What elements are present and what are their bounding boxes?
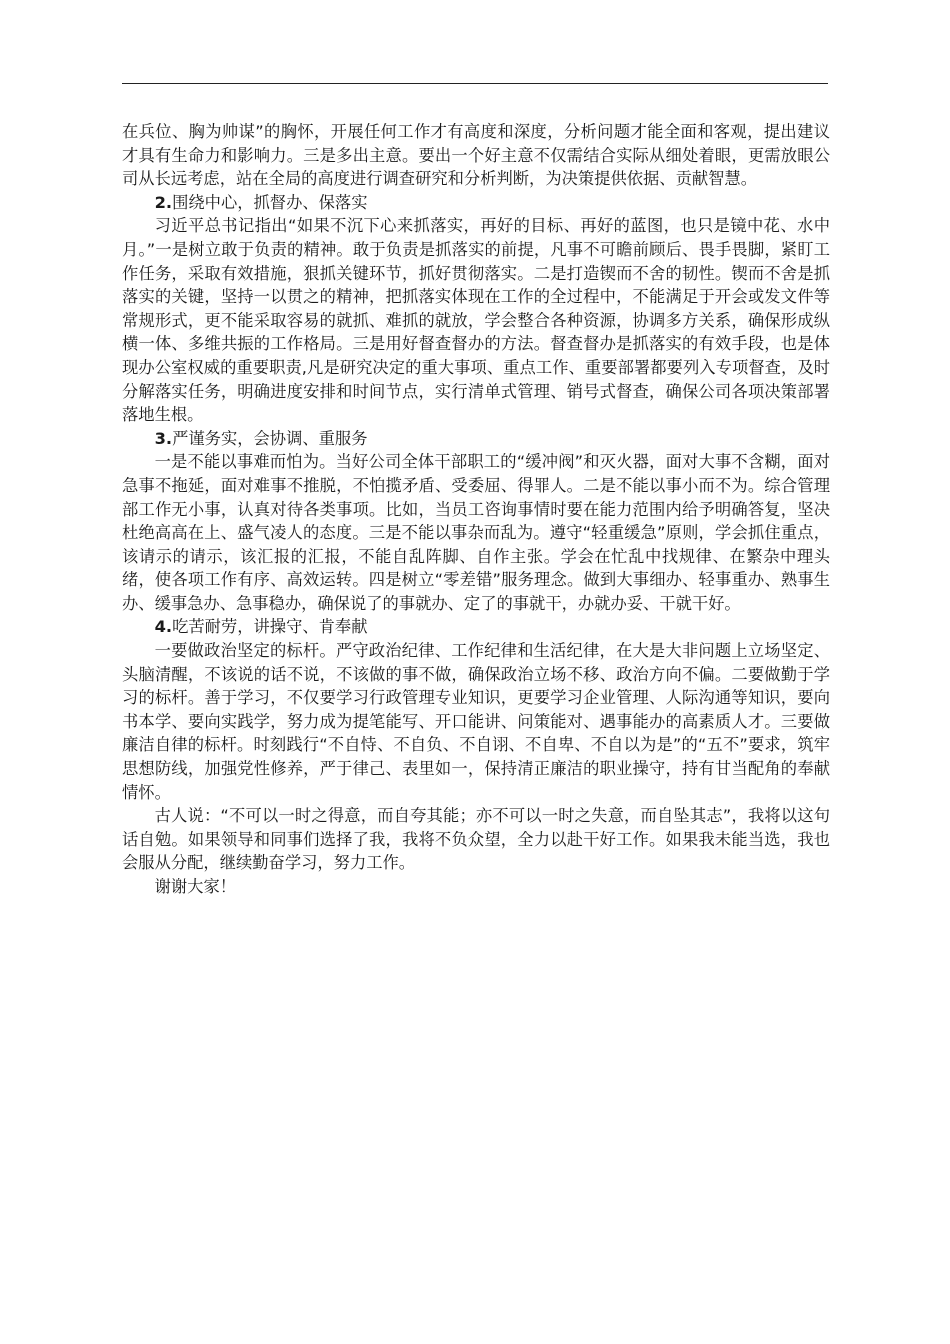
paragraph-section-3: 一是不能以事难而怕为。当好公司全体干部职工的“缓冲阀”和灭火器，面对大事不含糊，面对急事不拖延，面对难事不推脱，不怕揽矛盾、受委屈、得罪人。二是不能以事小而不为。综合管理部工作无小事，认真对待各类事项。比如，当员工咨询事情时要在能力范围内给予明确答复，坚决杜绝高高在上、盛气凌人的态度。三是不能以事杂而乱为。遵守“轻重缓急”原则，学会抓住重点，该请示的请示，该汇报的汇报，不能自乱阵脚、自作主张。学会在忙乱中找规律、在繁杂中理头绪，使各项工作有序、高效运转。四是树立“零差错”服务理念。做到大事细办、轻事重办、熟事生办、缓事急办、急事稳办，确保说了的事就办、定了的事就干，办就办妥、干就干好。 [122, 452, 830, 613]
paragraph-closing: 古人说：“不可以一时之得意，而自夸其能；亦不可以一时之失意，而自坠其志”，我将以这句话自勉。如果领导和同事们选择了我，我将不负众望，全力以赴干好工作。如果我未能当选，我也会服从分配，继续勤奋学习，努力工作。 [122, 806, 830, 873]
section-number: 3. [154, 428, 173, 448]
section-heading-4 [122, 615, 830, 639]
paragraph-continuation: 在兵位、胸为帅谋”的胸怀，开展任何工作才有高度和深度，分析问题才能全面和客观，提出建议才具有生命力和影响力。三是多出主意。要出一个好主意不仅需结合实际从细处着眼，更需放眼公司从长远考虑，站在全局的高度进行调查研究和分析判断，为决策提供依据、贡献智慧。 [122, 122, 830, 189]
section-heading-text: 围绕中心，抓督办、保落实 [172, 192, 368, 212]
document-body [122, 120, 830, 899]
header-rule [122, 83, 828, 84]
section-heading-2 [122, 191, 830, 215]
paragraph-section-2: 习近平总书记指出“如果不沉下心来抓落实，再好的目标、再好的蓝图，也只是镜中花、水中月。”一是树立敢于负责的精神。敢于负责是抓落实的前提，凡事不可瞻前顾后、畏手畏脚，紧盯工作任务，采取有效措施，狠抓关键环节，抓好贯彻落实。二是打造锲而不舍的韧性。锲而不舍是抓落实的关键，坚持一以贯之的精神，把抓落实体现在工作的全过程中，不能满足于开会或发文件等常规形式，更不能采取容易的就抓、难抓的就放，学会整合各种资源，协调多方关系，确保形成纵横一体、多维共振的工作格局。三是用好督查督办的方法。督查督办是抓落实的有效手段，也是体现办公室权威的重要职责,凡是研究决定的重大事项、重点工作、重要部署都要列入专项督查，及时分解落实任务，明确进度安排和时间节点，实行清单式管理、销号式督查，确保公司各项决策部署落地生根。 [122, 216, 830, 425]
section-number: 4. [154, 617, 173, 637]
paragraph-thanks: 谢谢大家！ [154, 877, 237, 896]
section-heading-3 [122, 427, 830, 451]
section-heading-text: 吃苦耐劳，讲操守、肯奉献 [172, 617, 368, 637]
section-number: 2. [154, 192, 173, 212]
paragraph-section-4: 一要做政治坚定的标杆。严守政治纪律、工作纪律和生活纪律，在大是大非问题上立场坚定、头脑清醒，不该说的话不说，不该做的事不做，确保政治立场不移、政治方向不偏。二要做勤于学习的标杆。善于学习，不仅要学习行政管理专业知识，更要学习企业管理、人际沟通等知识，要向书本学、要向实践学，努力成为提笔能写、开口能讲、问策能对、遇事能办的高素质人才。三要做廉洁自律的标杆。时刻践行“不自恃、不自负、不自诩、不自卑、不自以为是”的“五不”要求，筑牢思想防线，加强党性修养，严于律己、表里如一，保持清正廉洁的职业操守，持有甘当配角的奉献情怀。 [122, 641, 830, 802]
section-heading-text: 严谨务实，会协调、重服务 [172, 428, 368, 448]
